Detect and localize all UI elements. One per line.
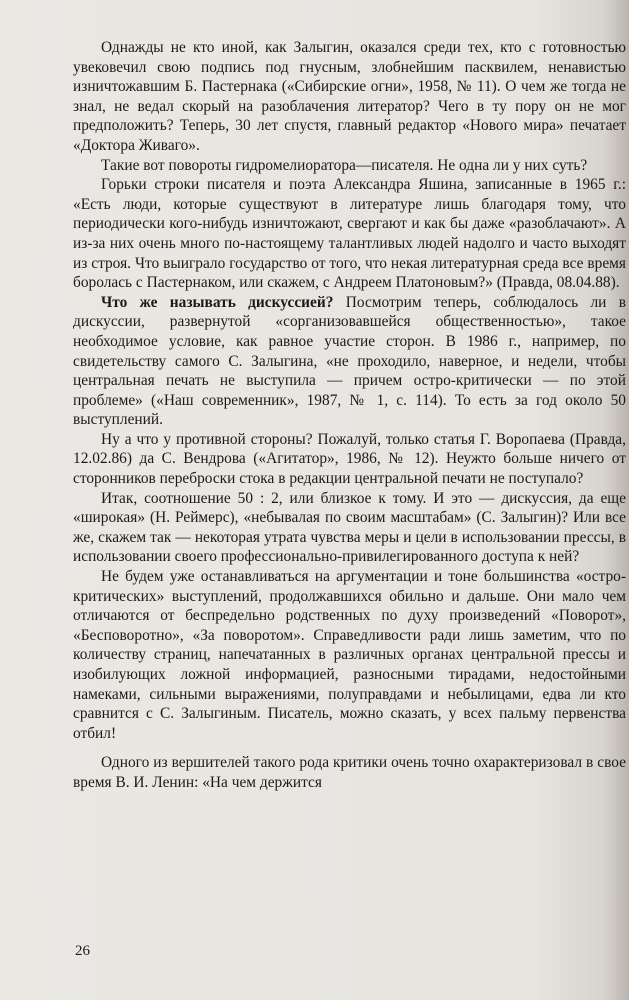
paragraph-rest: Посмотрим теперь, соблюдалось ли в дискуссии, развернутой «сорганизовавшейся общественностью», такое необходимое условие, как равное участие сторон. В 1986 г., например, по свидетельству самого С. Залыгина, «не проходило, наверное, и недели, чтобы центральная печать не выступила — причем остро-критически — по этой проблеме» («Наш современник», 1987, № 1, с. 114). То есть за год около 50 выступлений. [73,293,626,429]
paragraph: Такие вот повороты гидромелиоратора—писателя. Не одна ли у них суть? [101,156,588,174]
paragraph: Ну а что у противной стороны? Пожалуй, только статья Г. Воропаева (Правда, 12.02.86) да С. Вендрова («Агитатор», 1986, № 12). Неужто больше ничего от сторонников переброски стока в редакции центральной печати не поступало? [73,430,626,488]
page-number: 26 [75,943,90,959]
paragraph: Не будем уже останавливаться на аргументации и тоне большинства «остро-критических» выступлений, продолжавшихся обильно и дальше. Они мало чем отличаются от беспредельно родственных по духу произведений «Поворот», «Бесповоротно», «За поворотом». Справедливости ради лишь заметим, что по количеству страниц, напечатанных в различных органах центральной прессы и изобилующих ложной информацией, разносными тирадами, недостойными намеками, сильными выражениями, полуправдами и небылицами, едва ли кто сравнится с С. Залыгиным. Писатель, можно сказать, у всех пальму первенства отбил! [73,568,626,742]
paragraph: Горьки строки писателя и поэта Александра Яшина, записанные в 1965 г.: «Есть люди, которые существуют в литературе лишь благодаря тому, что периодически кого-нибудь изничтожают, свергают и как бы даже «разоблачают». А из-за них очень много по-настоящему талантливых людей надолго и часто выходят из строя. Что выиграло государство от того, что некая литературная среда все время боролась с Пастернаком, или скажем, с Андреем Платоновым?» (Правда, 08.04.88). [73,176,626,292]
paragraph [73,293,626,430]
paragraph: Однажды не кто иной, как Залыгин, оказался среди тех, кто с готовностью увековечил свою подпись под гнусным, злобнейшим пасквилем, ненавистью изничтожавшим Б. Пастернака («Сибирские огни», 1958, № 11). О чем же тогда не знал, не ведал скорый на разоблачения литератор? Чего в ту пору он не мог предположить? Теперь, 30 лет спустя, главный редактор «Нового мира» печатает «Доктора Живаго». [73,39,626,154]
paragraph: Итак, соотношение 50 : 2, или близкое к тому. И это — дискуссия, да еще «широкая» (Н. Реймерс), «небывалая по своим масштабам» (С. Залыгин)? Или все же, скажем так — некоторая утрата чувства меры и цели в использовании прессы, в использовании своего профессионально-привилегированного доступа к ней? [73,489,626,566]
body-text [73,38,626,793]
paragraph: Одного из вершителей такого рода критики очень точно охарактеризовал в свое время В. И. Ленин: «На чем держится [73,754,626,791]
bold-lead-phrase: Что же называть дискуссией? [101,293,334,311]
